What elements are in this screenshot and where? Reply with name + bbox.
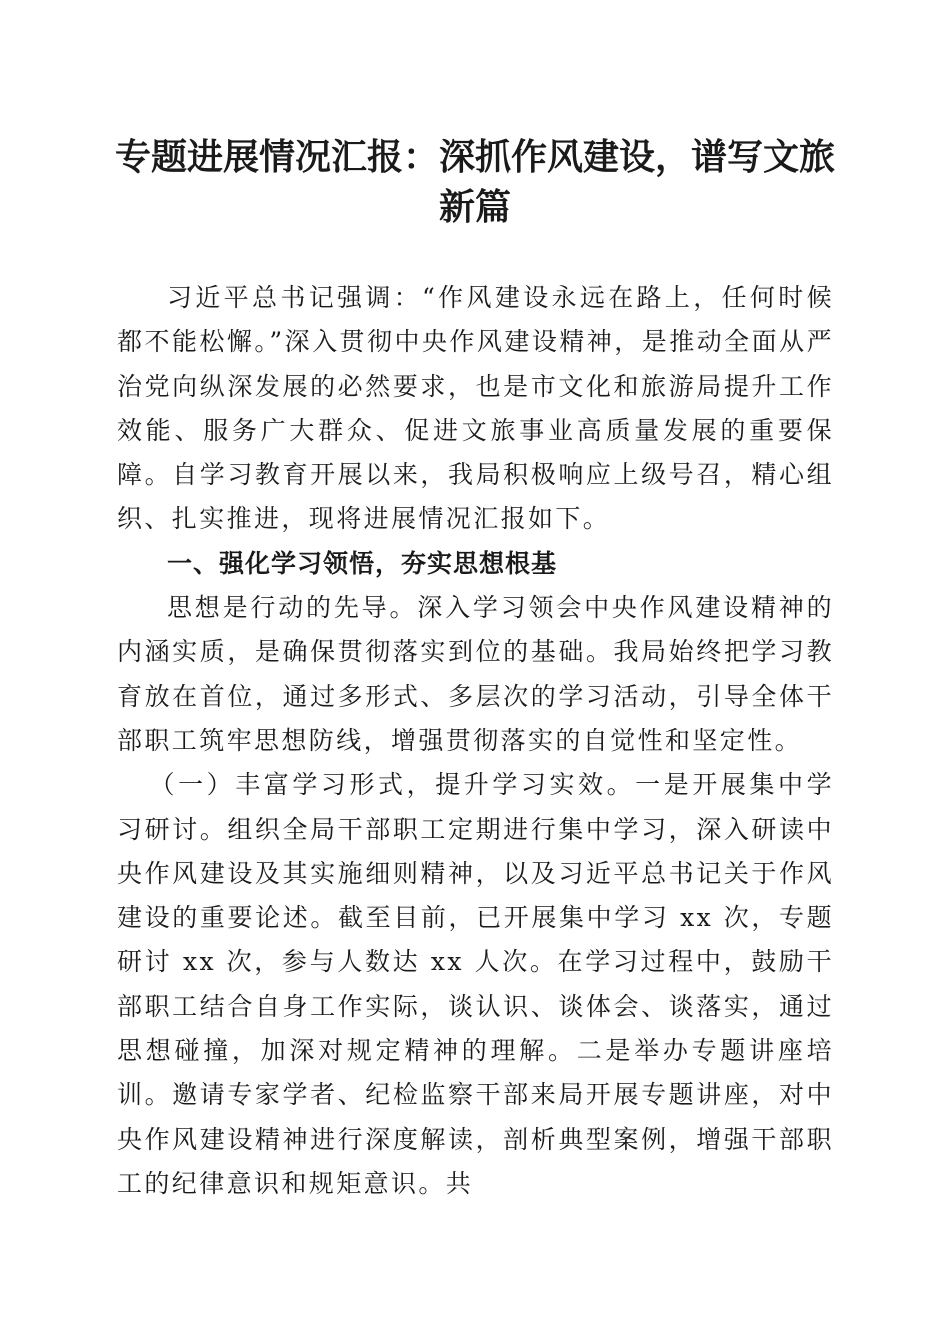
title-line-1: 专题进展情况汇报：深抓作风建设，谱写文旅 [114,136,835,178]
intro-paragraph: 习近平总书记强调：“作风建设永远在路上，任何时候都不能松懈。”深入贯彻中央作风建设精神，是推动全面从严治党向纵深发展的必然要求，也是市文化和旅游局提升工作效能、服务广大群众、促进文旅事业高质量发展的重要保障。自学习教育开展以来，我局积极响应上级号召，精心组织、扎实推进，现将进展情况汇报如下。 [117,283,834,534]
subsection-1-paragraph: （一）丰富学习形式，提升学习实效。一是开展集中学习研讨。组织全局干部职工定期进行集中学习，深入研读中央作风建设及其实施细则精神，以及习近平总书记关于作风建设的重要论述。截至目前，已开展集中学习 xx 次，专题研讨 xx 次，参与人数达 xx 人次。在学习过程中，鼓励干部职工结合自身工作实际，谈认识、谈体会、谈落实，通过思想碰撞，加深对规定精神的理解。二是举办专题讲座培训。邀请专家学者、纪检监察干部来局开展专题讲座，对中央作风建设精神进行深度解读，剖析典型案例，增强干部职工的纪律意识和规矩意识。共 [117,770,834,1198]
section-1-paragraph: 思想是行动的先导。深入学习领会中央作风建设精神的内涵实质，是确保贯彻落实到位的基础。我局始终把学习教育放在首位，通过多形式、多层次的学习活动，引导全体干部职工筑牢思想防线，增强贯彻落实的自觉性和坚定性。 [117,593,834,755]
document-title [100,132,850,232]
document-body [117,276,834,1206]
title-line-2: 新篇 [438,186,511,228]
section-heading-1: 一、强化学习领悟，夯实思想根基 [167,548,558,578]
